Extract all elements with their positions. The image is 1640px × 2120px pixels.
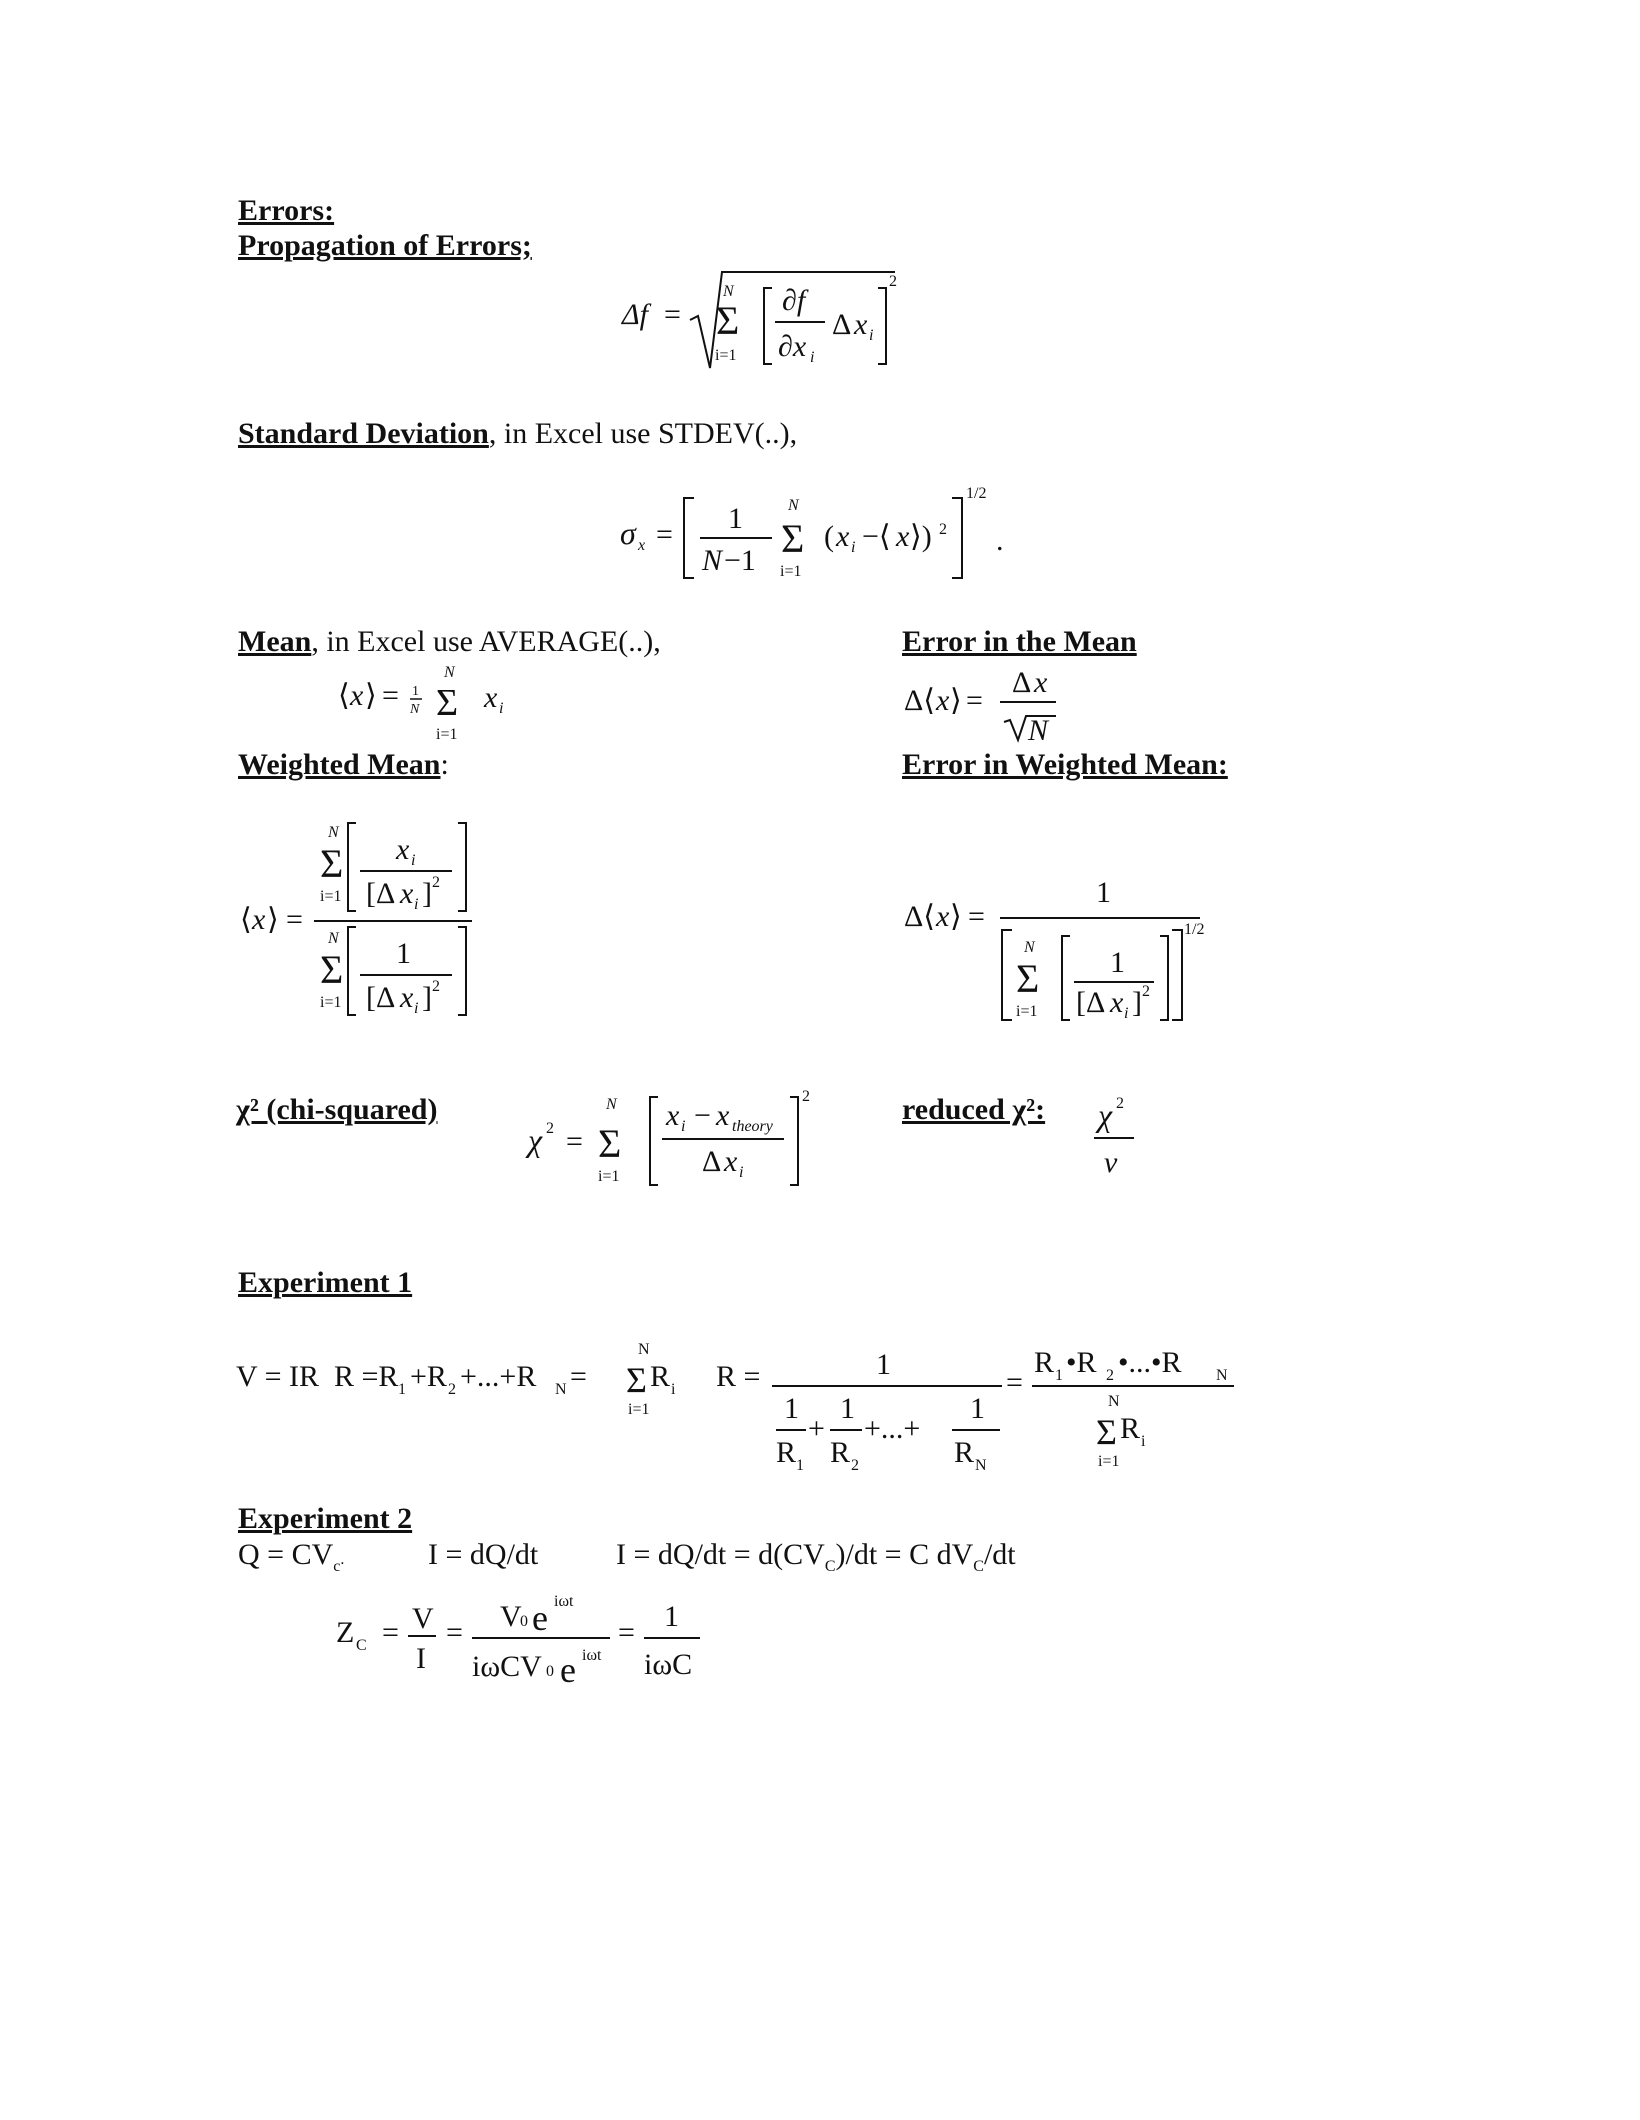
- svg-text:e: e: [532, 1598, 548, 1638]
- svg-text:=: =: [966, 684, 983, 717]
- svg-text:x: x: [724, 1145, 738, 1178]
- svg-text:x: x: [854, 308, 868, 341]
- svg-text:iωC: iωC: [644, 1648, 693, 1681]
- svg-text:i=1: i=1: [1016, 1003, 1038, 1020]
- error-in-mean-heading: Error in the Mean: [902, 625, 1137, 658]
- svg-text:[Δ: [Δ: [366, 981, 396, 1014]
- svg-text:=: =: [618, 1616, 635, 1649]
- svg-text:i: i: [499, 700, 504, 717]
- svg-text:2: 2: [432, 978, 440, 995]
- svg-text:Δ⟨: Δ⟨: [904, 900, 935, 933]
- svg-text:2: 2: [448, 1381, 456, 1398]
- svg-text:=: =: [656, 518, 673, 551]
- svg-text:1: 1: [970, 1392, 985, 1425]
- svg-text:2: 2: [889, 273, 897, 290]
- svg-text:=: =: [446, 1616, 463, 1649]
- svg-text:−⟨: −⟨: [862, 520, 891, 553]
- svg-text:=: =: [382, 679, 399, 712]
- experiment1-heading: Experiment 1: [238, 1266, 413, 1299]
- svg-text:N: N: [1216, 1367, 1228, 1384]
- svg-text:(: (: [824, 520, 834, 553]
- svg-text:.: .: [996, 524, 1004, 557]
- experiment1-equation: [236, 1330, 1256, 1485]
- svg-text:Δ⟨: Δ⟨: [904, 684, 935, 717]
- svg-text:N: N: [328, 824, 339, 841]
- svg-text:R =: R =: [716, 1360, 761, 1393]
- svg-text:2: 2: [939, 521, 947, 538]
- svg-text:]: ]: [422, 981, 432, 1014]
- svg-text:χ: χ: [1098, 1097, 1113, 1133]
- svg-text:⟩: ⟩: [365, 679, 377, 712]
- svg-text:1: 1: [1055, 1367, 1063, 1384]
- svg-text:V: V: [500, 1600, 522, 1633]
- svg-text:i: i: [1124, 1005, 1129, 1022]
- svg-text:1: 1: [396, 937, 411, 970]
- svg-text:+R: +R: [410, 1360, 447, 1393]
- svg-text:=: =: [566, 1125, 583, 1158]
- mean-line: [238, 625, 661, 659]
- svg-text:N: N: [975, 1457, 987, 1474]
- svg-text:Σ: Σ: [781, 516, 805, 561]
- svg-text:Z: Z: [336, 1616, 355, 1649]
- svg-text:+...+: +...+: [864, 1412, 921, 1445]
- svg-text:x: x: [638, 537, 646, 554]
- svg-text:x: x: [716, 1099, 730, 1132]
- svg-text:2: 2: [432, 874, 440, 891]
- svg-text:1: 1: [1110, 946, 1125, 979]
- svg-text:C: C: [356, 1637, 367, 1654]
- svg-text:+...+R: +...+R: [460, 1360, 537, 1393]
- svg-text:x: x: [1110, 986, 1124, 1019]
- svg-text:e: e: [560, 1650, 576, 1690]
- mean-equation: [330, 655, 530, 745]
- svg-text:x: x: [896, 520, 910, 553]
- svg-text:N: N: [410, 702, 420, 717]
- svg-text:i=1: i=1: [780, 563, 802, 580]
- svg-text:R: R: [650, 1360, 671, 1393]
- error-in-weighted-mean-equation: [900, 870, 1240, 1035]
- propagation-equation: [610, 260, 910, 380]
- svg-text:R: R: [1034, 1346, 1055, 1379]
- svg-text:1: 1: [728, 502, 743, 535]
- svg-text:iωt: iωt: [582, 1647, 602, 1664]
- svg-text:N: N: [328, 930, 339, 947]
- svg-text:2: 2: [1142, 983, 1150, 1000]
- svg-text:1/2: 1/2: [1184, 921, 1205, 938]
- svg-text:iωCV: iωCV: [472, 1650, 542, 1683]
- svg-text:Σ: Σ: [320, 947, 344, 992]
- svg-text:R: R: [776, 1436, 797, 1469]
- svg-text:•R: •R: [1066, 1346, 1097, 1379]
- reduced-chi-squared-equation: [1090, 1090, 1170, 1180]
- svg-text:Σ: Σ: [598, 1121, 622, 1166]
- svg-text:Σ: Σ: [436, 682, 459, 724]
- svg-text:1: 1: [876, 1348, 891, 1381]
- svg-text:χ: χ: [528, 1122, 543, 1158]
- svg-text:Σ: Σ: [1016, 956, 1040, 1001]
- svg-text:Δ: Δ: [1012, 666, 1032, 699]
- svg-text:N: N: [444, 664, 455, 681]
- svg-text:i: i: [681, 1118, 686, 1135]
- svg-text:=: =: [1006, 1366, 1023, 1399]
- svg-text:1: 1: [398, 1381, 406, 1398]
- svg-text:−1: −1: [724, 544, 756, 577]
- svg-text:•...•R: •...•R: [1118, 1346, 1182, 1379]
- svg-text:[Δ: [Δ: [366, 877, 396, 910]
- svg-text:i: i: [1141, 1433, 1146, 1450]
- weighted-mean-equation: [236, 815, 496, 1030]
- svg-text:σ: σ: [620, 515, 636, 551]
- svg-text:x: x: [836, 520, 850, 553]
- svg-text:x: x: [666, 1099, 680, 1132]
- svg-text:I: I: [416, 1642, 426, 1675]
- svg-text:⟩): ⟩): [910, 520, 932, 553]
- stdev-suffix: , in Excel use STDEV(..),: [488, 417, 798, 450]
- svg-text:i=1: i=1: [320, 994, 342, 1011]
- svg-text:x: x: [936, 900, 950, 933]
- errors-heading: Errors:: [238, 194, 335, 227]
- svg-text:1: 1: [796, 1457, 804, 1474]
- error-in-weighted-mean-heading: Error in Weighted Mean:: [902, 748, 1228, 781]
- svg-text:=: =: [664, 298, 681, 331]
- svg-text:R: R: [830, 1436, 851, 1469]
- svg-text:ν: ν: [1104, 1146, 1118, 1179]
- svg-text:x: x: [484, 681, 498, 714]
- svg-text:iωt: iωt: [554, 1593, 574, 1610]
- svg-text:i: i: [869, 327, 874, 344]
- svg-text:⟨: ⟨: [240, 903, 252, 936]
- svg-text:Δ: Δ: [832, 308, 852, 341]
- svg-text:i=1: i=1: [715, 347, 737, 364]
- svg-text:x: x: [252, 903, 266, 936]
- svg-text:+: +: [808, 1412, 825, 1445]
- svg-text:i=1: i=1: [436, 726, 458, 743]
- weighted-mean-colon: :: [440, 748, 449, 781]
- reduced-chi-squared-heading: reduced χ²:: [902, 1093, 1046, 1126]
- svg-text:i=1: i=1: [628, 1401, 650, 1418]
- chi-squared-heading: χ² (chi-squared): [236, 1093, 438, 1126]
- svg-text:Σ: Σ: [626, 1360, 647, 1400]
- svg-text:x: x: [350, 679, 364, 712]
- svg-text:=: =: [570, 1360, 587, 1393]
- svg-text:1: 1: [784, 1392, 799, 1425]
- svg-text:∂f: ∂f: [782, 284, 806, 317]
- svg-text:0: 0: [520, 1613, 528, 1630]
- svg-text:V: V: [412, 1602, 434, 1635]
- weighted-mean-line: [238, 748, 449, 782]
- svg-text:theory: theory: [732, 1118, 773, 1135]
- svg-text:i: i: [810, 349, 815, 366]
- svg-text:2: 2: [546, 1120, 554, 1137]
- svg-text:N: N: [723, 283, 734, 300]
- svg-text:V = IR: V = IR: [236, 1360, 320, 1393]
- svg-text:∂x: ∂x: [778, 330, 807, 363]
- svg-text:Δf: Δf: [622, 298, 648, 331]
- svg-text:i: i: [414, 896, 419, 913]
- svg-text:Σ: Σ: [1096, 1412, 1117, 1452]
- svg-text:⟩: ⟩: [950, 684, 962, 717]
- svg-text:i=1: i=1: [320, 888, 342, 905]
- propagation-heading: Propagation of Errors;: [238, 229, 532, 262]
- svg-text:2: 2: [802, 1088, 810, 1105]
- svg-text:[Δ: [Δ: [1076, 986, 1106, 1019]
- svg-text:N: N: [1028, 714, 1049, 747]
- svg-text:N: N: [702, 544, 723, 577]
- svg-text:⟨: ⟨: [338, 679, 350, 712]
- experiment2-heading: Experiment 2: [238, 1502, 413, 1535]
- stdev-line: [238, 417, 797, 451]
- svg-text:1: 1: [412, 684, 419, 699]
- svg-text:1/2: 1/2: [966, 485, 987, 502]
- error-in-mean-equation: [900, 660, 1080, 750]
- impedance-equation: [336, 1580, 736, 1690]
- svg-text:2: 2: [1106, 1367, 1114, 1384]
- svg-text:⟩: ⟩: [950, 900, 962, 933]
- svg-text:]: ]: [1132, 986, 1142, 1019]
- svg-text:1: 1: [840, 1392, 855, 1425]
- svg-text:i: i: [411, 852, 416, 869]
- svg-text:N: N: [1024, 939, 1035, 956]
- svg-text:=: =: [382, 1616, 399, 1649]
- stdev-equation: [612, 480, 1032, 590]
- svg-text:i: i: [671, 1381, 676, 1398]
- experiment2-i-full-eq: $I = dQ/dt = d(CV_C)/dt = C$ $dV_C/dt$: [616, 1538, 1016, 1575]
- svg-text:N: N: [638, 1341, 650, 1358]
- svg-text:x: x: [1034, 666, 1048, 699]
- mean-suffix: , in Excel use AVERAGE(..),: [311, 625, 661, 658]
- svg-text:x: x: [400, 981, 414, 1014]
- svg-text:2: 2: [1116, 1095, 1124, 1112]
- svg-text:Σ: Σ: [320, 841, 344, 886]
- svg-text:⟩: ⟩: [267, 903, 279, 936]
- svg-text:Δ: Δ: [702, 1145, 722, 1178]
- svg-text:i=1: i=1: [1098, 1453, 1120, 1470]
- svg-text:i: i: [851, 539, 856, 556]
- svg-text:−: −: [694, 1099, 711, 1132]
- svg-text:]: ]: [422, 877, 432, 910]
- svg-text:0: 0: [546, 1663, 554, 1680]
- svg-text:R =R: R =R: [334, 1360, 399, 1393]
- weighted-mean-heading: Weighted Mean: [238, 748, 441, 781]
- svg-text:2: 2: [851, 1457, 859, 1474]
- svg-text:1: 1: [1096, 876, 1111, 909]
- experiment2-q-eq: $Q = CV_c$.: [238, 1538, 345, 1575]
- svg-text:x: x: [400, 877, 414, 910]
- svg-text:R: R: [954, 1436, 975, 1469]
- svg-text:R: R: [1120, 1412, 1141, 1445]
- svg-text:N: N: [555, 1381, 567, 1398]
- svg-text:i: i: [414, 1000, 419, 1017]
- svg-text:N: N: [788, 497, 799, 514]
- svg-text:N: N: [1108, 1393, 1120, 1410]
- stdev-heading: Standard Deviation: [238, 417, 489, 450]
- svg-text:x: x: [396, 833, 410, 866]
- chi-squared-equation: [522, 1085, 842, 1200]
- svg-text:Σ: Σ: [716, 298, 740, 343]
- svg-text:=: =: [286, 903, 303, 936]
- svg-text:x: x: [936, 684, 950, 717]
- svg-text:i=1: i=1: [598, 1168, 620, 1185]
- svg-text:=: =: [968, 900, 985, 933]
- svg-text:i: i: [739, 1164, 744, 1181]
- experiment2-i-eq: I = dQ/dt: [428, 1538, 539, 1571]
- svg-text:1: 1: [664, 1600, 679, 1633]
- mean-heading: Mean: [238, 625, 312, 658]
- svg-text:N: N: [606, 1096, 617, 1113]
